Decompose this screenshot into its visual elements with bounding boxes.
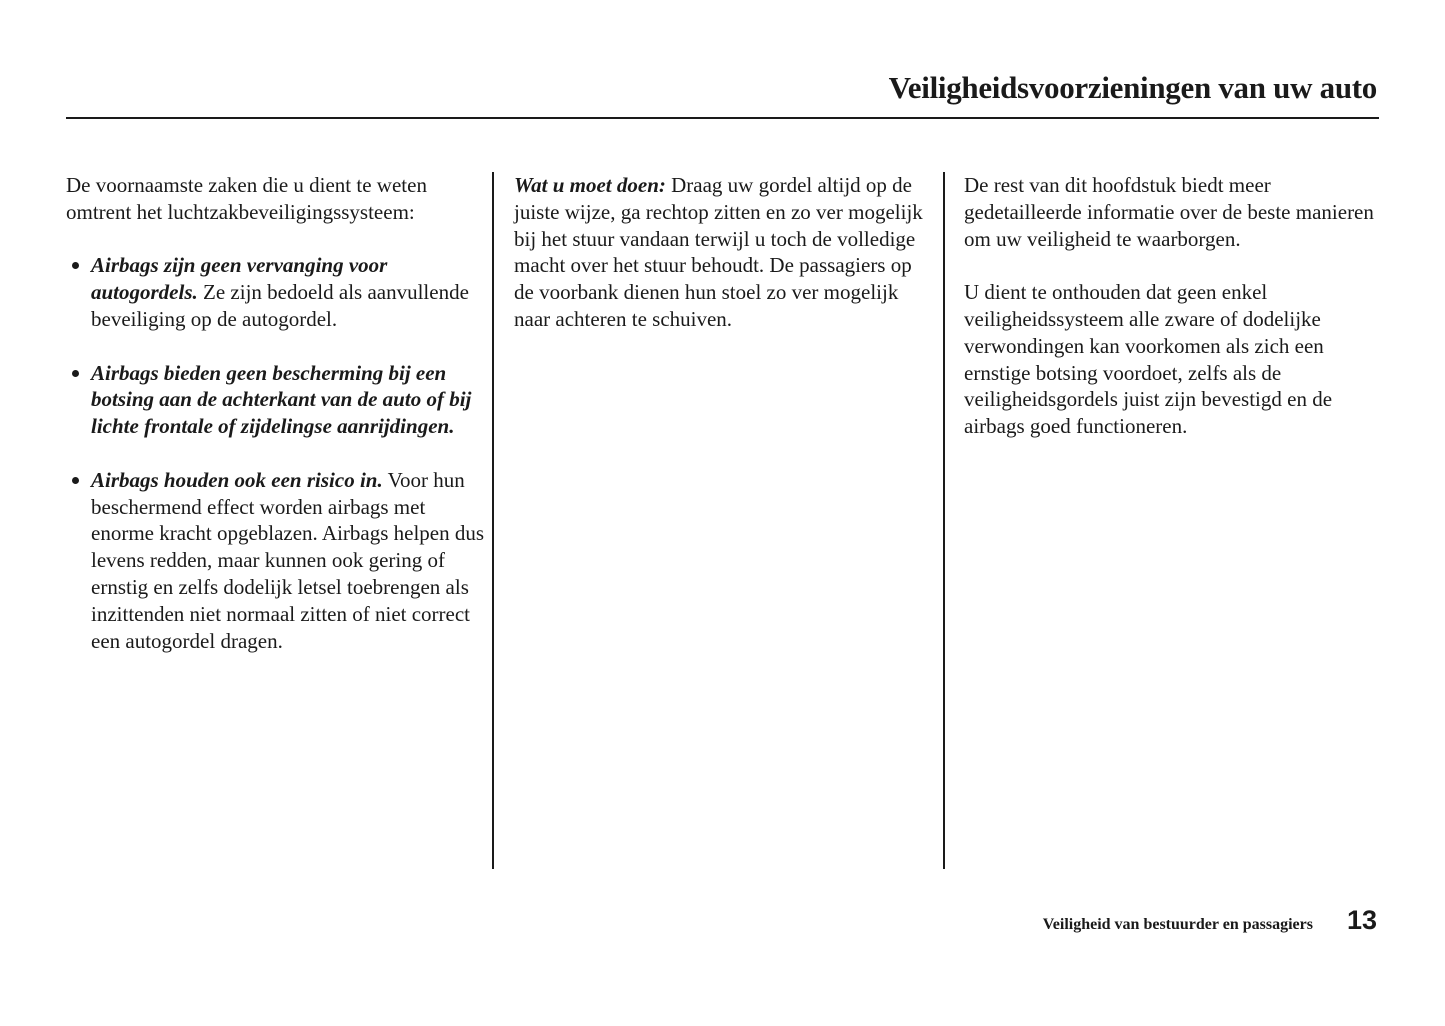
column-divider-right xyxy=(943,172,945,869)
page-title: Veiligheidsvoorzieningen van uw auto xyxy=(888,70,1377,105)
bullet-heading: Airbags zijn geen vervanging voor autogordels. xyxy=(91,253,388,305)
intro-paragraph: De voornaamste zaken die u dient te weten omtrent het luchtzakbeveiligingssysteem: xyxy=(66,173,427,224)
bullet-icon xyxy=(72,370,79,377)
airbag-facts-list xyxy=(66,252,486,654)
page-number: 13 xyxy=(1346,905,1377,935)
summary-paragraph: De rest van dit hoofdstuk biedt meer gedetailleerde informatie over de beste manieren om uw veiligheid te waarborgen. xyxy=(964,173,1374,251)
header-rule xyxy=(66,117,1379,119)
list-item xyxy=(66,252,486,332)
instruction-lead: Wat u moet doen: xyxy=(514,173,666,197)
bullet-heading: Airbags bieden geen bescherming bij een botsing aan de achterkant van de auto of bij lichte frontale of zijdelingse aanrijdingen. xyxy=(91,360,472,439)
column-divider-left xyxy=(492,172,494,869)
list-item xyxy=(66,467,486,655)
column-right xyxy=(964,172,1384,440)
warning-paragraph: U dient te onthouden dat geen enkel veiligheidssysteem alle zware of dodelijke verwondingen kan voorkomen als zich een ernstige botsing voordoet, zelfs als de veiligheidsgordels juist zijn bevestigd en de airbags goed functioneren. xyxy=(964,280,1333,439)
column-left xyxy=(66,172,486,654)
bullet-text: Ze zijn bedoeld als aanvullende beveiliging op de autogordel. xyxy=(91,280,469,331)
bullet-text: Voor hun beschermend effect worden airbags met enorme kracht opgeblazen. Airbags helpen dus levens redden, maar kunnen ook gering of ernstig en zelfs dodelijk letsel toebrengen als inzittenden niet normaal zitten of niet correct een autogordel dragen. xyxy=(91,467,485,653)
bullet-heading: Airbags houden ook een risico in. xyxy=(91,467,383,492)
instruction-paragraph xyxy=(514,172,926,333)
bullet-icon xyxy=(72,262,79,269)
list-item xyxy=(66,360,486,440)
instruction-text: Draag uw gordel altijd op de juiste wijze, ga rechtop zitten en zo ver mogelijk bij het stuur vandaan terwijl u toch de volledige macht over het stuur behoudt. De passagiers op de voorbank dienen hun stoel zo ver mogelijk naar achteren te schuiven. xyxy=(514,173,923,331)
column-middle xyxy=(514,172,926,333)
bullet-icon xyxy=(72,477,79,484)
footer-section-title: Veiligheid van bestuurder en passagiers xyxy=(1042,916,1313,933)
page-footer xyxy=(1043,905,1377,936)
